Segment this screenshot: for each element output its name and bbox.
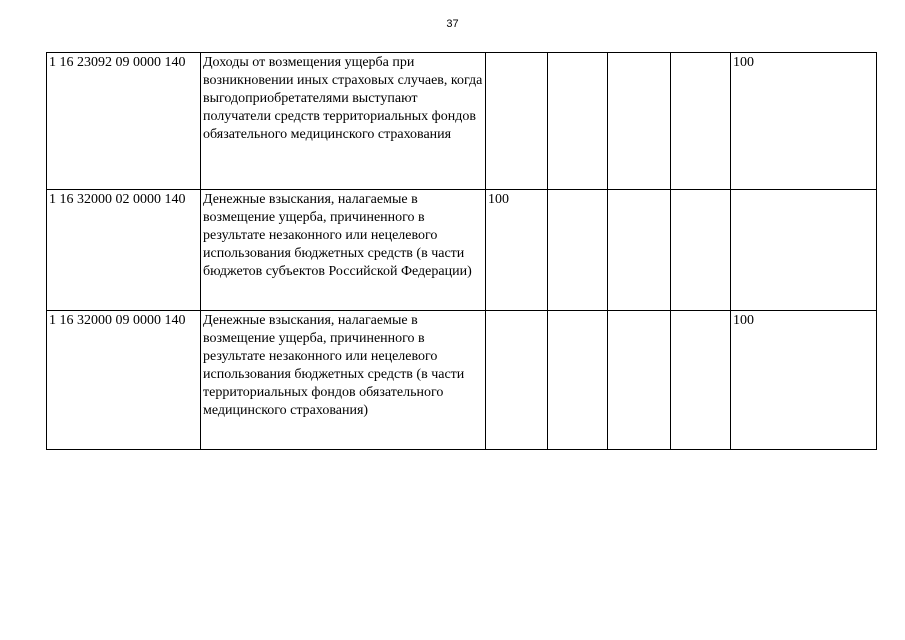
- value-cell: 100: [486, 190, 548, 311]
- kbk-code-cell: 1 16 32000 02 0000 140: [47, 190, 201, 311]
- value-cell: [608, 53, 671, 190]
- table-row: [47, 190, 877, 311]
- table-row: [47, 311, 877, 450]
- value-cell: [548, 311, 608, 450]
- kbk-code-cell: 1 16 23092 09 0000 140: [47, 53, 201, 190]
- value-cell: [608, 311, 671, 450]
- value-cell: [548, 53, 608, 190]
- revenue-classification-table: [46, 52, 877, 450]
- value-cell: 100: [731, 53, 877, 190]
- page-number: 37: [446, 18, 459, 30]
- value-cell: [671, 311, 731, 450]
- value-cell: 100: [731, 311, 877, 450]
- description-cell: Денежные взыскания, налагаемые в возмещение ущерба, причиненного в результате незаконного или нецелевого использования бюджетных средств (в части бюджетов субъектов Российской Федерации): [201, 190, 486, 311]
- value-cell: [486, 311, 548, 450]
- description-cell: Денежные взыскания, налагаемые в возмещение ущерба, причиненного в результате незаконного или нецелевого использования бюджетных средств (в части территориальных фондов обязательного медицинского страхования): [201, 311, 486, 450]
- value-cell: [731, 190, 877, 311]
- value-cell: [671, 53, 731, 190]
- value-cell: [548, 190, 608, 311]
- kbk-code-cell: 1 16 32000 09 0000 140: [47, 311, 201, 450]
- description-cell: Доходы от возмещения ущерба при возникновении иных страховых случаев, когда выгодоприобретателями выступают получатели средств территориальных фондов обязательного медицинского страхования: [201, 53, 486, 190]
- value-cell: [486, 53, 548, 190]
- table-row: [47, 53, 877, 190]
- value-cell: [608, 190, 671, 311]
- value-cell: [671, 190, 731, 311]
